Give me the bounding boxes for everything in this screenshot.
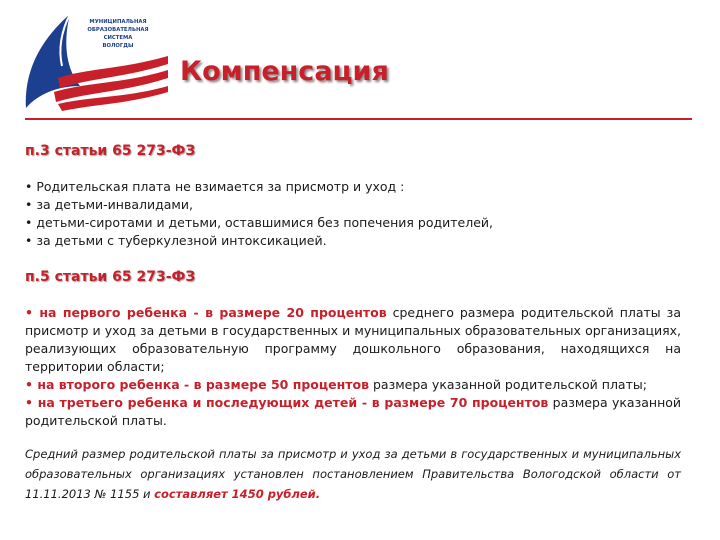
section2-item1-text: среднего размера родительской платы за присмотр и уход за детьми в государственных и муниципальных образовательных организациях, реализующих образовательную программу дошкольного образования, находящихся на территории области; <box>25 305 681 374</box>
logo-text-line4: ВОЛОГДЫ <box>102 43 134 49</box>
section1-item: • детьми-сиротами и детьми, оставшимися без попечения родителей, <box>25 215 493 230</box>
section2-item-first-child <box>25 304 681 376</box>
section2-item2-text: размера указанной родительской платы; <box>369 377 647 392</box>
section2-item-third-child <box>25 394 681 430</box>
section2-item2-bold: • на второго ребенка - в размере 50 процентов <box>25 377 370 392</box>
logo-text-line2: ОБРАЗОВАТЕЛЬНАЯ <box>87 27 149 33</box>
title-divider <box>25 118 692 120</box>
average-fee-note <box>25 444 681 504</box>
section2-item-second-child <box>25 376 681 394</box>
logo-text-line1: МУНИЦИПАЛЬНАЯ <box>89 19 147 25</box>
section2-item1-bold: • на первого ребенка - в размере 20 процентов <box>25 305 387 320</box>
main-content <box>25 142 681 504</box>
note-highlight: составляет 1450 рублей. <box>154 487 321 501</box>
section2-item3-bold: • на третьего ребенка и последующих детей - в размере 70 процентов <box>25 395 549 410</box>
note-text: Средний размер родительской платы за присмотр и уход за детьми в государственных и муниципальных образовательных организациях установлен постановлением Правительства Вологодской области от 11.11.2013 № 1155 и <box>25 447 681 501</box>
section2-item3-text: размера указанной родительской платы. <box>25 395 682 428</box>
logo-text-line3: СИСТЕМА <box>103 35 133 41</box>
logo-emblem-icon <box>18 8 173 111</box>
section1-item: • за детьми с туберкулезной интоксикацией. <box>25 233 327 248</box>
section1-item: • Родительская плата не взимается за присмотр и уход : <box>25 179 405 194</box>
section1-item: • за детьми-инвалидами, <box>25 197 193 212</box>
section2-heading: п.5 статьи 65 273-ФЗ <box>25 269 196 285</box>
section1-heading: п.3 статьи 65 273-ФЗ <box>25 143 196 159</box>
logo <box>18 8 173 111</box>
page-title: Компенсация <box>180 56 389 87</box>
